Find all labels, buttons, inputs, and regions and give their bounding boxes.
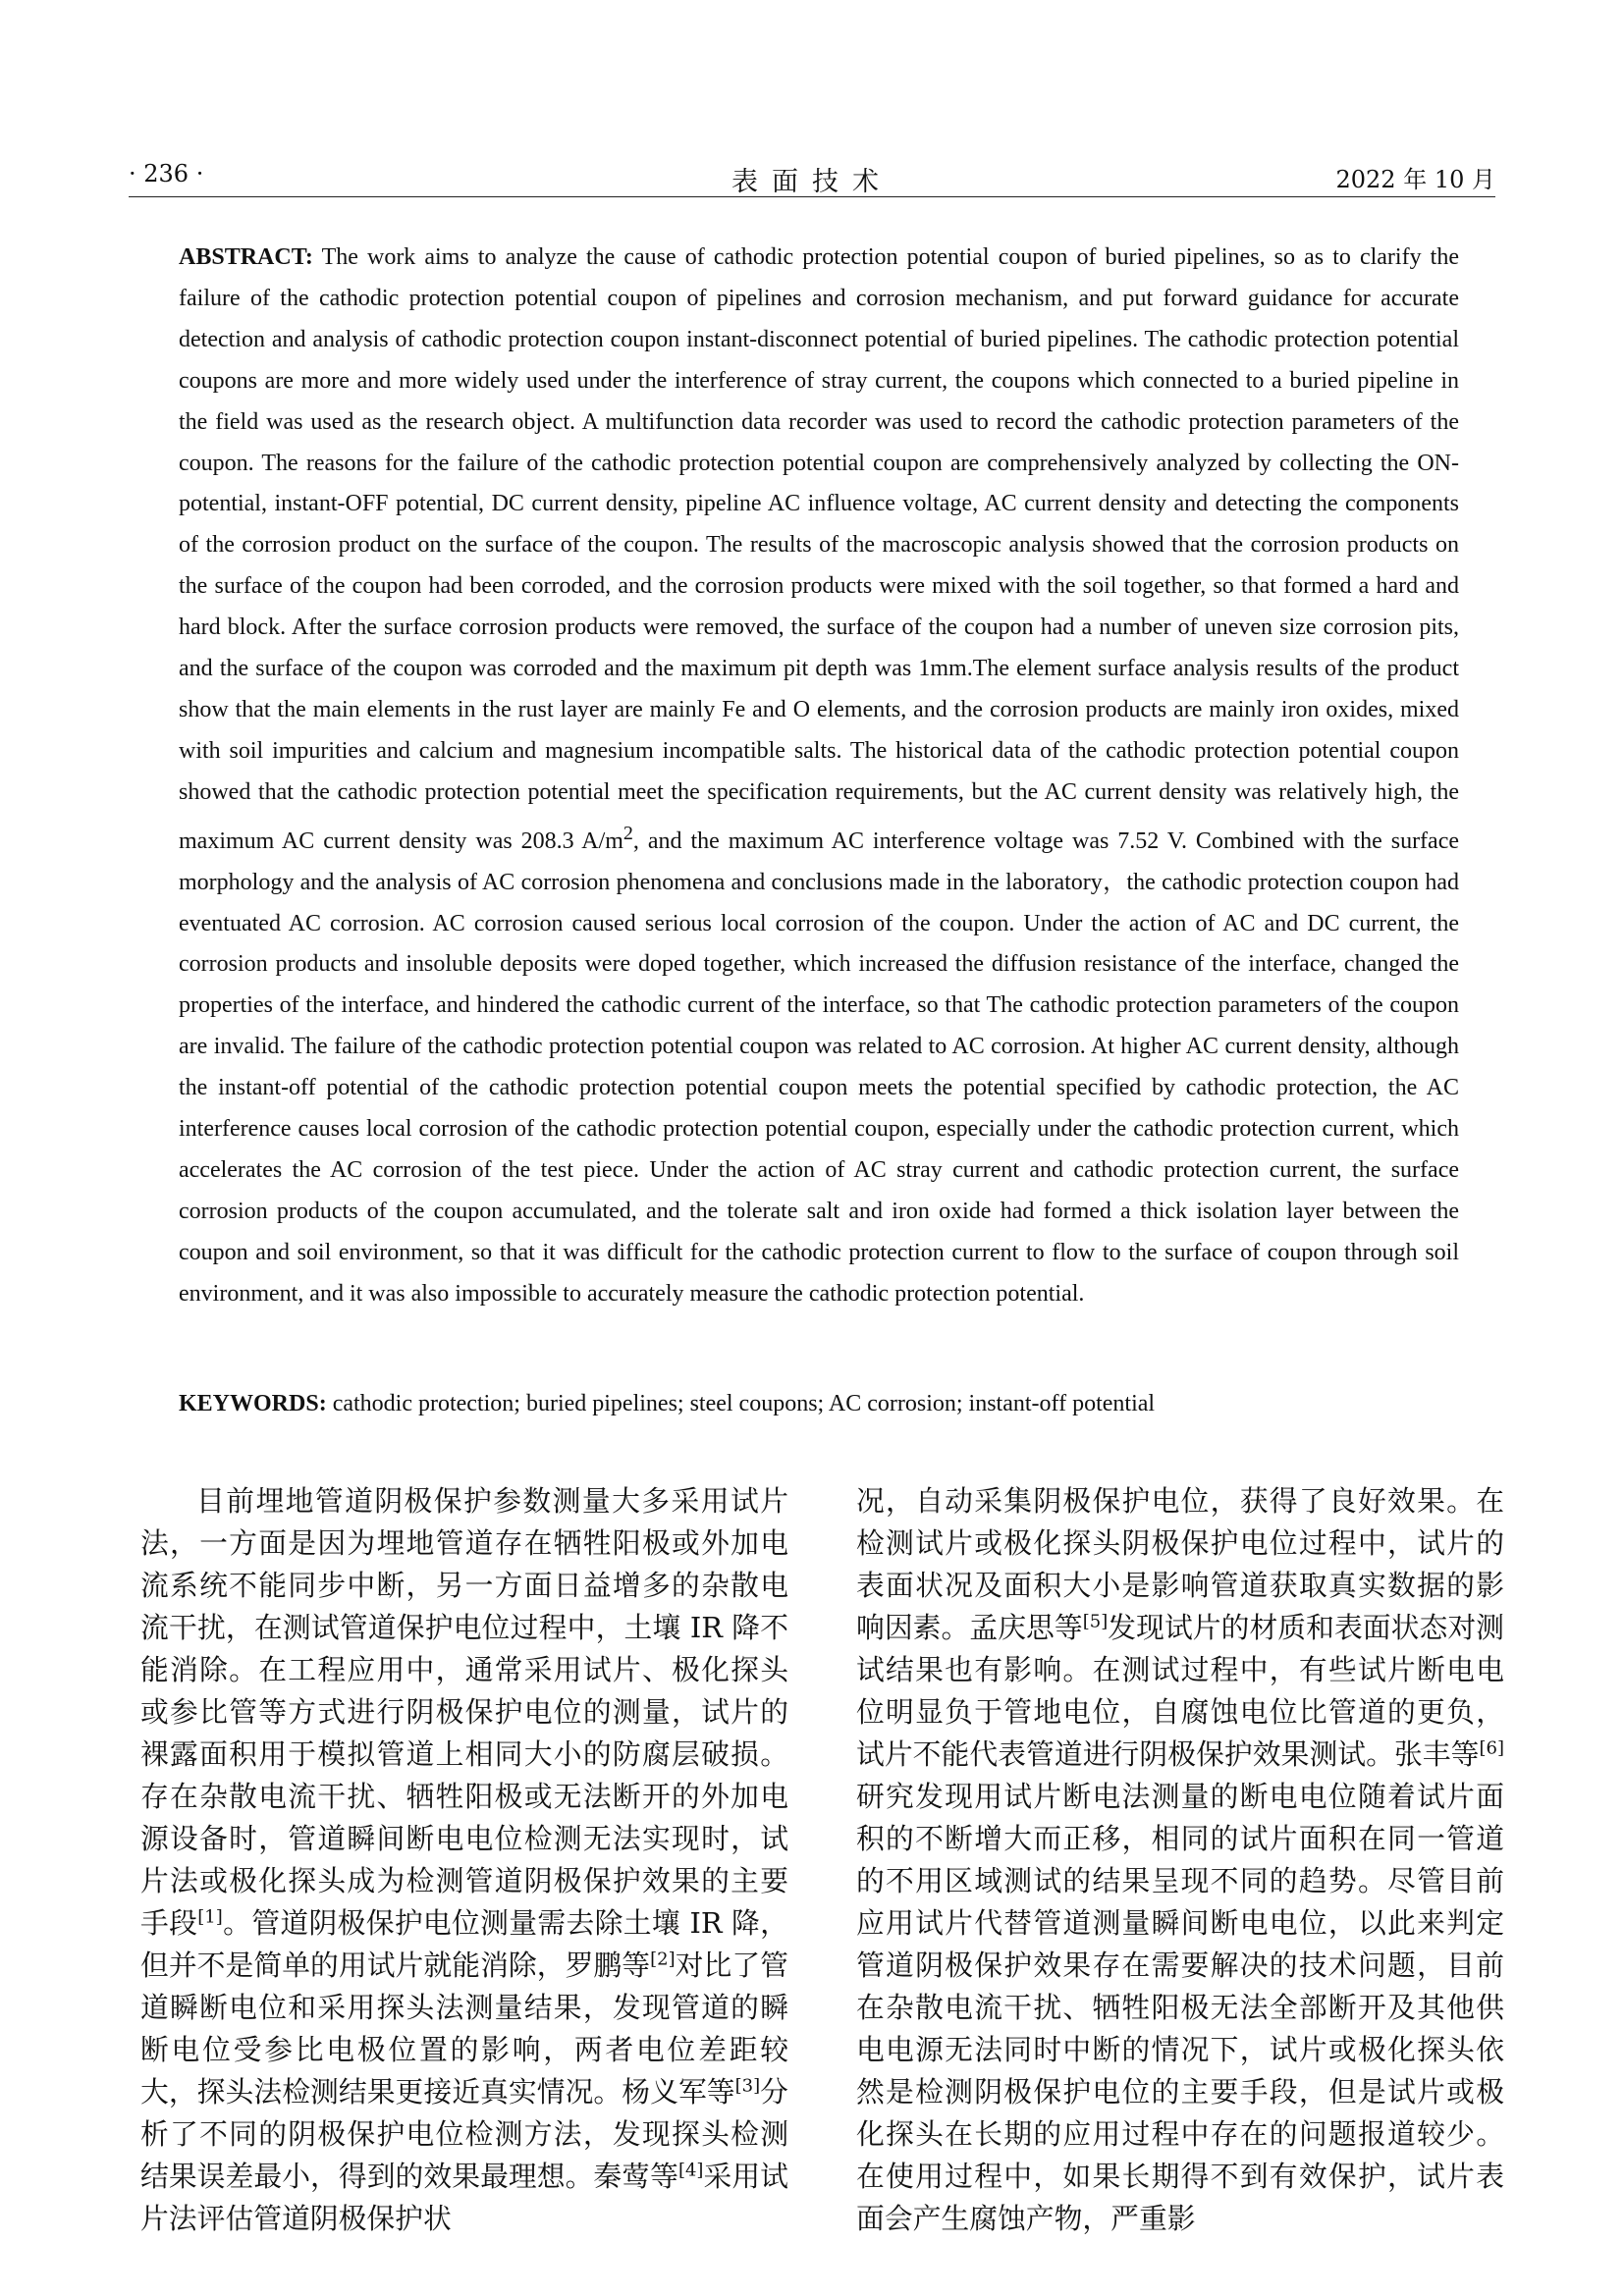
keywords <box>179 1386 1459 1421</box>
citation-ref: [1] <box>197 1906 223 1928</box>
body-text: 。管道阴极保护电位测量需去除土壤 IR 降，但并不是简单的用试片就能消除，罗鹏等 <box>140 1906 788 1982</box>
abstract <box>179 238 1459 1315</box>
abstract-text-continued: , and the maximum AC interference voltage was 7.52 V. Combined with the surface morphology and the analysis of AC corrosion phenomena and conclusions made in the laboratory，the cathodic protection coupon had eventuated AC corrosion. AC corrosion caused serious local corrosion of the coupon. Under the action of AC and DC current, the corrosion products and insoluble deposits were doped together, which increased the diffusion resistance of the interface, changed the properties of the interface, and hindered the cathodic current of the interface, so that The cathodic protection parameters of the coupon are invalid. The failure of the cathodic protection potential coupon was related to AC corrosion. At higher AC current density, although the instant-off potential of the cathodic protection potential coupon meets the potential specified by cathodic protection, the AC interference causes local corrosion of the cathodic protection potential coupon, especially under the cathodic protection current, which accelerates the AC corrosion of the test piece. Under the action of AC stray current and cathodic protection current, the surface corrosion products of the coupon accumulated, and the tolerate salt and iron oxide had formed a thick isolation layer between the coupon and soil environment, so that it was difficult for the cathodic protection current to flow to the surface of coupon through soil environment, and it was also impossible to accurately measure the cathodic protection potential. <box>179 828 1460 1307</box>
citation-ref: [4] <box>677 2160 704 2181</box>
body-text: 发现试片的材质和表面状态对测试结果也有影响。在测试过程中，有些试片断电电位明显负于管地电位，自腐蚀电位比管道的更负，试片不能代表管道进行阴极保护效果测试。张丰等 <box>856 1611 1504 1771</box>
citation-ref: [2] <box>650 1949 676 1970</box>
journal-title: 表面技术 <box>731 167 893 197</box>
superscript: 2 <box>623 822 633 844</box>
body-column-right <box>856 1480 1504 2240</box>
keywords-text: cathodic protection; buried pipelines; steel coupons; AC corrosion; instant-off potential <box>326 1391 1156 1416</box>
body-text: 况，自动采集阴极保护电位，获得了良好效果。在检测试片或极化探头阴极保护电位过程中，试片的表面状况及面积大小是影响管道获取真实数据的影响因素。孟庆思等 <box>856 1484 1504 1644</box>
abstract-text: The work aims to analyze the cause of cathodic protection potential coupon of buried pipelines, so as to clarify the failure of the cathodic protection potential coupon of pipelines and corrosion mechanism, and put forward guidance for accurate detection and analysis of cathodic protection coupon instant-disconnect potential of buried pipelines. The cathodic protection potential coupons are more and more widely used under the interference of stray current, the coupons which connected to a buried pipeline in the field was used as the research object. A multifunction data recorder was used to record the cathodic protection parameters of the coupon. The reasons for the failure of the cathodic protection potential coupon are comprehensively analyzed by collecting the ON-potential, instant-OFF potential, DC current density, pipeline AC influence voltage, AC current density and detecting the components of the corrosion product on the surface of the coupon. The results of the macroscopic analysis showed that the corrosion products on the surface of the coupon had been corroded, and the corrosion products were mixed with the soil together, so that formed a hard and hard block. After the surface corrosion products were removed, the surface of the coupon had a number of uneven size corrosion pits, and the surface of the coupon was corroded and the maximum pit depth was 1mm.The element surface analysis results of the product show that the main elements in the rust layer are mainly Fe and O elements, and the corrosion products are mainly iron oxides, mixed with soil impurities and calcium and magnesium incompatible salts. The historical data of the cathodic protection potential coupon showed that the cathodic protection potential meet the specification requirements, but the AC current density was relatively high, the maximum AC current density was 208.3 A/m <box>179 244 1459 854</box>
body-text: 目前埋地管道阴极保护参数测量大多采用试片法，一方面是因为埋地管道存在牺牲阳极或外加电流系统不能同步中断，另一方面日益增多的杂散电流干扰，在测试管道保护电位过程中，土壤 IR 降不能消除。在工程应用中，通常采用试片、极化探头或参比管等方式进行阴极保护电位的测量，试片的裸露面积用于模拟管道上相同大小的防腐层破损。存在杂散电流干扰、牺牲阳极或无法断开的外加电源设备时，管道瞬间断电电位检测无法实现时，试片法或极化探头成为检测管道阴极保护效果的主要手段 <box>140 1484 788 1940</box>
body-text: 研究发现用试片断电法测量的断电电位随着试片面积的不断增大而正移，相同的试片面积在同一管道的不用区域测试的结果呈现不同的趋势。尽管目前应用试片代替管道测量瞬间断电电位，以此来判定管道阴极保护效果存在需要解决的技术问题，目前在杂散电流干扰、牺牲阳极无法全部断开及其他供电电源无法同时中断的情况下，试片或极化探头依然是检测阴极保护电位的主要手段，但是试片或极化探头在长期的应用过程中存在的问题报道较少。在使用过程中，如果长期得不到有效保护，试片表面会产生腐蚀产物，严重影 <box>856 1780 1504 2235</box>
body-column-left <box>140 1480 788 2240</box>
body-text: 对比了管道瞬断电位和采用探头法测量结果，发现管道的瞬断电位受参比电极位置的影响，两者电位差距较大，探头法检测结果更接近真实情况。杨义军等 <box>140 1949 788 2109</box>
issue-date: 2022 年 10 月 <box>1335 166 1495 193</box>
citation-ref: [3] <box>734 2075 761 2097</box>
citation-ref: [5] <box>1082 1611 1109 1632</box>
citation-ref: [6] <box>1479 1737 1504 1759</box>
keywords-label: KEYWORDS: <box>179 1391 327 1416</box>
page-number: · 236 · <box>129 160 204 187</box>
body-text: 分析了不同的阴极保护电位检测方法，发现探头检测结果误差最小，得到的效果最理想。秦莺等 <box>140 2075 788 2193</box>
body-text: 采用试片法评估管道阴极保护状 <box>140 2160 788 2235</box>
abstract-label: ABSTRACT: <box>179 244 313 270</box>
header-rule <box>129 196 1495 197</box>
running-header <box>129 160 1495 199</box>
